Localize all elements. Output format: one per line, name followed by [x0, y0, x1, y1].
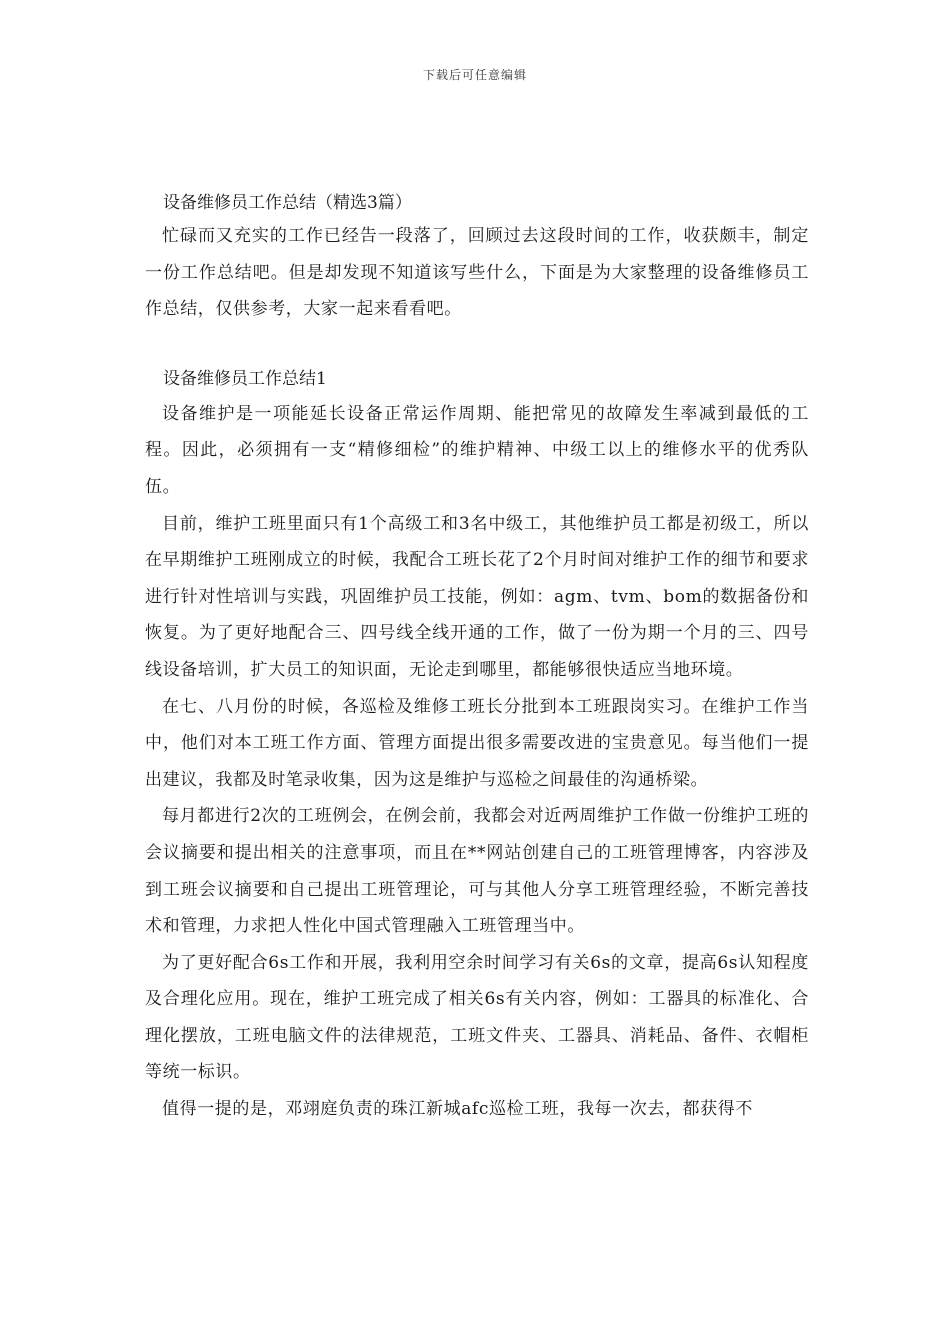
body-paragraph: 值得一提的是，邓翊庭负责的珠江新城afc巡检工班，我每一次去，都获得不	[162, 1099, 753, 1120]
body-paragraph: 在七、八月份的时候，各巡检及维修工班长分批到本工班跟岗实习。在维护工作当中，他们对本工班工作方面、管理方面提出很多需要改进的宝贵意见。每当他们一提出建议，我都及时笔录收集，因为这是维护与巡检之间最佳的沟通桥梁。	[145, 696, 809, 790]
section-title: 设备维修员工作总结1	[163, 368, 327, 389]
body-paragraph: 每月都进行2次的工班例会，在例会前，我都会对近两周维护工作做一份维护工班的会议摘要和提出相关的注意事项，而且在**网站创建自己的工班管理博客，内容涉及到工班会议摘要和自己提出工班管理论，可与其他人分享工班管理经验，不断完善技术和管理，力求把人性化中国式管理融入工班管理当中。	[145, 806, 809, 937]
intro-paragraph: 忙碌而又充实的工作已经告一段落了，回顾过去这段时间的工作，收获颇丰，制定一份工作总结吧。但是却发现不知道该写些什么，下面是为大家整理的设备维修员工作总结，仅供参考，大家一起来看看吧。	[145, 226, 809, 320]
body-paragraph: 设备维护是一项能延长设备正常运作周期、能把常见的故障发生率减到最低的工程。因此，必须拥有一支“精修细检”的维护精神、中级工以上的维修水平的优秀队伍。	[145, 403, 809, 497]
body-paragraph: 目前，维护工班里面只有1个高级工和3名中级工，其他维护员工都是初级工，所以在早期维护工班刚成立的时候，我配合工班长花了2个月时间对维护工作的细节和要求进行针对性培训与实践，巩固维护员工技能，例如：agm、tvm、bom的数据备份和恢复。为了更好地配合三、四号线全线开通的工作，做了一份为期一个月的三、四号线设备培训，扩大员工的知识面，无论走到哪里，都能够很快适应当地环境。	[145, 513, 809, 680]
body-paragraph: 为了更好配合6s工作和开展，我利用空余时间学习有关6s的文章，提高6s认知程度及合理化应用。现在，维护工班完成了相关6s有关内容，例如：工器具的标准化、合理化摆放，工班电脑文件的法律规范，工班文件夹、工器具、消耗品、备件、衣帽柜等统一标识。	[145, 952, 809, 1083]
document-title: 设备维修员工作总结（精选3篇）	[163, 193, 412, 213]
header-note: 下载后可任意编辑	[422, 68, 527, 82]
document-body	[145, 188, 809, 1128]
spacer	[145, 328, 809, 364]
